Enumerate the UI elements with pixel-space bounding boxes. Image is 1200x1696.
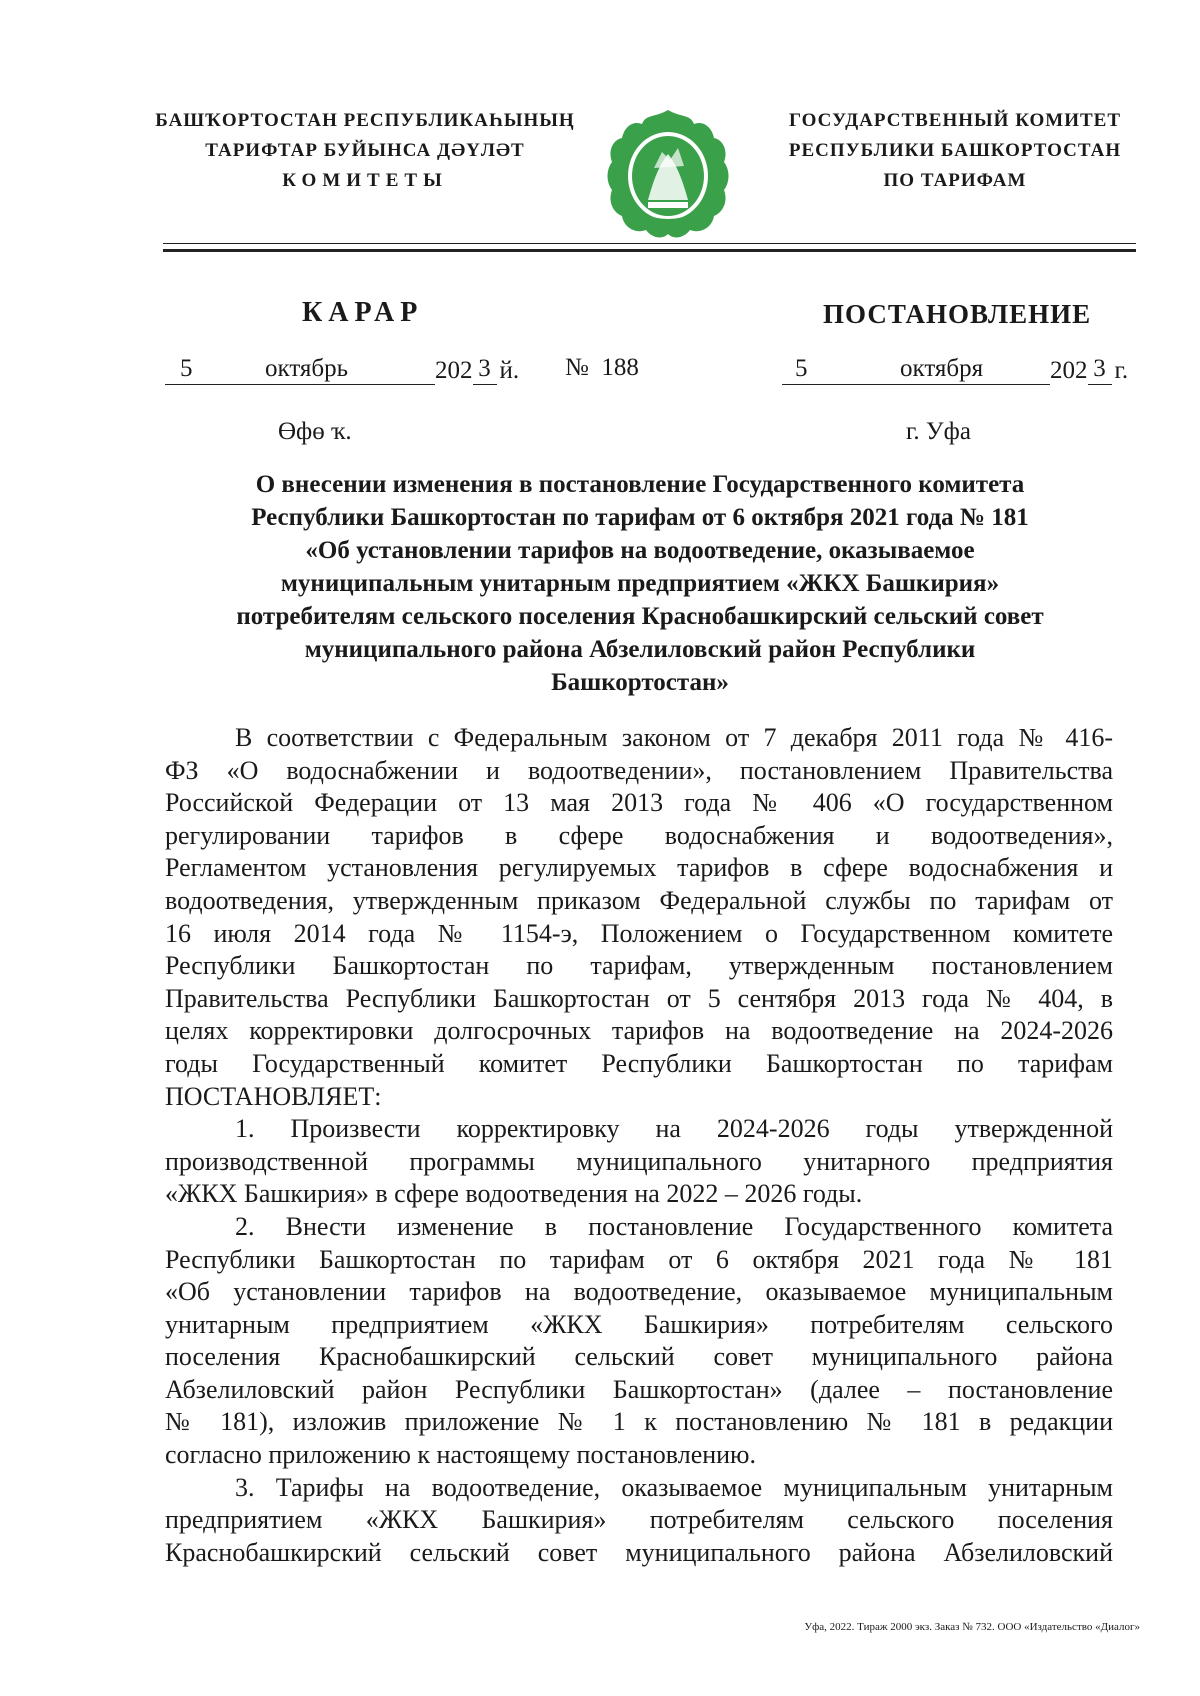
body-line: 2. Внести изменение в постановление Государственного комитета <box>235 1211 1113 1241</box>
doctype-left: КАРАР <box>302 297 424 328</box>
body-line: предприятием «ЖКХ Башкирия» потребителям сельского поселения <box>165 1505 1113 1535</box>
city-right: г. Уфа <box>906 418 971 445</box>
title-line: потребителям сельского поселения Краснобашкирский сельский совет <box>236 603 1044 630</box>
body-line: Регламентом установления регулируемых тарифов в сфере водоснабжения и <box>165 853 1113 883</box>
body-line: «ЖКХ Башкирия» в сфере водоотведения на 2022 – 2026 годы. <box>165 1179 863 1209</box>
body-line: ФЗ «О водоснабжении и водоотведении», постановлением Правительства <box>165 755 1113 785</box>
body-line: производственной программы муниципального унитарного предприятия <box>165 1146 1113 1176</box>
body-line: 16 июля 2014 года № 1154-э, Положением о Государственном комитете <box>165 918 1113 948</box>
print-footer: Уфа, 2022. Тираж 2000 экз. Заказ № 732. ООО «Издательство «Диалог» <box>804 1621 1140 1633</box>
title-line: «Об установлении тарифов на водоотведение, оказываемое <box>305 537 975 564</box>
document-title <box>160 468 1120 699</box>
document-body <box>165 722 1113 1569</box>
date-right <box>782 354 1128 385</box>
body-line: поселения Краснобашкирский сельский совет муниципального района <box>165 1342 1113 1372</box>
header-left-line: КОМИТЕТЫ <box>282 170 448 191</box>
date-right-day: 5 <box>782 354 860 385</box>
body-line: Абзелиловский район Республики Башкортостан» (далее – постановление <box>165 1374 1113 1404</box>
body-line: целях корректировки долгосрочных тарифов на водоотведение на 2024-2026 <box>165 1016 1113 1046</box>
body-line: регулировании тарифов в сфере водоснабжения и водоотведения», <box>165 820 1113 850</box>
body-line: 1. Произвести корректировку на 2024-2026 годы утвержденной <box>235 1114 1113 1144</box>
title-line: муниципальным унитарным предприятием «ЖКХ Башкирия» <box>280 570 1000 597</box>
city-left: Өфө ҡ. <box>278 418 352 445</box>
header-divider-thick <box>163 249 1136 252</box>
title-line: Республики Башкортостан по тарифам от 6 октября 2021 года № 181 <box>251 504 1029 531</box>
date-right-month: октября <box>860 354 1050 385</box>
body-line: «Об установлении тарифов на водоотведение, оказываемое муниципальным <box>165 1277 1113 1307</box>
doc-number-value: 188 <box>601 354 639 381</box>
doctype-right: ПОСТАНОВЛЕНИЕ <box>823 299 1092 329</box>
header-left-line: ТАРИФТАР БУЙЫНСА ДӘҮЛӘТ <box>205 140 525 161</box>
date-left-year-prefix: 202 <box>435 357 473 384</box>
body-line: Правительства Республики Башкортостан от 5 сентября 2013 года № 404, в <box>165 983 1113 1013</box>
doc-number <box>565 354 639 382</box>
date-right-year-digit: 3 <box>1088 354 1112 385</box>
body-line: водоотведения, утвержденным приказом Федеральной службы по тарифам от <box>165 885 1113 915</box>
body-line: № 181), изложив приложение № 1 к постановлению № 181 в редакции <box>165 1407 1113 1437</box>
header-left-block <box>140 106 590 196</box>
header-right-block <box>770 106 1140 196</box>
date-left-year-suffix: й. <box>499 357 520 384</box>
title-line: муниципального района Абзелиловский район Республики <box>304 636 976 663</box>
header-divider-thin <box>163 243 1136 244</box>
body-line: согласно приложению к настоящему постановлению. <box>165 1440 756 1470</box>
body-line: В соответствии с Федеральным законом от 7 декабря 2011 года № 416- <box>235 723 1113 752</box>
body-line: Республики Башкортостан по тарифам, утвержденным постановлением <box>165 951 1113 981</box>
date-left-year-digit: 3 <box>473 354 497 385</box>
body-line: Республики Башкортостан по тарифам от 6 октября 2021 года № 181 <box>165 1244 1113 1274</box>
date-left-day: 5 <box>165 354 245 385</box>
header-right-line: ПО ТАРИФАМ <box>883 170 1027 191</box>
title-line: Башкортостан» <box>551 669 729 696</box>
date-left-month: октябрь <box>245 354 435 385</box>
header-right-line: ГОСУДАРСТВЕННЫЙ КОМИТЕТ <box>788 110 1122 131</box>
date-right-year-prefix: 202 <box>1050 357 1088 384</box>
date-left <box>165 354 519 385</box>
body-line: 3. Тарифы на водоотведение, оказываемое муниципальным унитарным <box>235 1472 1113 1502</box>
title-line: О внесении изменения в постановление Государственного комитета <box>255 471 1025 498</box>
body-line: годы Государственный комитет Республики Башкортостан по тарифам <box>165 1048 1113 1078</box>
body-line: Российской Федерации от 13 мая 2013 года № 406 «О государственном <box>165 788 1113 818</box>
doc-number-sign: № <box>565 354 589 381</box>
body-line: Краснобашкирский сельский совет муниципального района Абзелиловский <box>165 1537 1113 1567</box>
header-left-line: БАШҠОРТОСТАН РЕСПУБЛИКАҺЫНЫҢ <box>155 110 575 131</box>
body-line: ПОСТАНОВЛЯЕТ: <box>165 1081 382 1111</box>
header-right-line: РЕСПУБЛИКИ БАШКОРТОСТАН <box>788 140 1122 161</box>
coat-of-arms-emblem-icon <box>604 108 732 242</box>
date-right-year-suffix: г. <box>1114 357 1129 384</box>
body-line: унитарным предприятием «ЖКХ Башкирия» потребителям сельского <box>165 1309 1113 1339</box>
